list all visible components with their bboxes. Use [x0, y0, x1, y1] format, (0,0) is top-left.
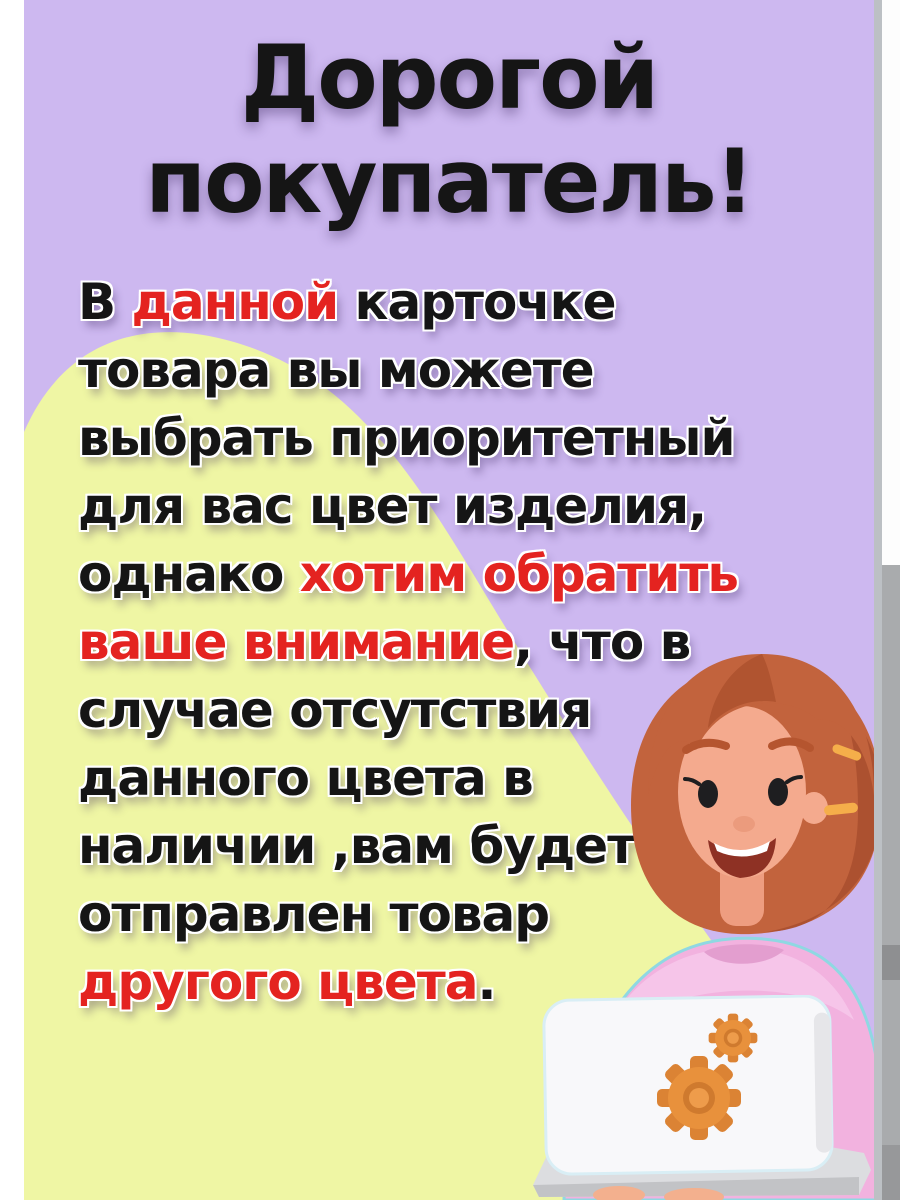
nose [733, 816, 755, 832]
body-text-segment: товара вы можете [78, 341, 594, 399]
body-text-segment: . [477, 953, 496, 1011]
emphasized-text: хотим обратить [299, 545, 739, 603]
title-line-1: Дорогой [240, 26, 658, 129]
left-eye [698, 780, 718, 808]
sliver-dark-patch [882, 1145, 900, 1200]
body-text-segment: случае отсутствия [78, 681, 592, 739]
title-line-2: покупатель! [145, 130, 753, 233]
laptop-lid-shade [814, 1013, 832, 1153]
body-text-segment: однако [78, 545, 300, 603]
body-text-segment: В [78, 273, 132, 331]
body-text-line [78, 472, 758, 540]
body-text-line [78, 540, 758, 608]
ear [800, 792, 828, 824]
right-eye [768, 778, 788, 806]
body-text-segment: для вас цвет изделия, [78, 477, 707, 535]
body-text-line [78, 336, 758, 404]
emphasized-text: данной [131, 273, 339, 331]
page-title [24, 26, 874, 234]
body-text-segment: отправлен товар [78, 885, 550, 943]
large-gear-icon [657, 1056, 741, 1140]
sliver-gray-area [882, 565, 900, 1200]
body-text-line [78, 404, 758, 472]
small-gear-icon [709, 1014, 758, 1063]
body-text-segment: данного цвета в [78, 749, 533, 807]
left-white-margin [0, 0, 24, 1200]
body-text-line [78, 268, 758, 336]
body-text-segment: наличии ,вам будет [78, 817, 636, 875]
body-text-segment: , что в [514, 613, 691, 671]
laptop [519, 995, 874, 1200]
emphasized-text: ваше внимание [78, 613, 515, 671]
emphasized-text: другого цвета [78, 953, 478, 1011]
body-text-segment: карточке [338, 273, 616, 331]
body-text-segment: выбрать приоритетный [78, 409, 735, 467]
sliver-dark-patch [882, 945, 900, 980]
sliver-white-area [882, 0, 900, 565]
image-divider [874, 0, 882, 1200]
adjacent-image-sliver [874, 0, 900, 1200]
banner-card [24, 0, 874, 1200]
